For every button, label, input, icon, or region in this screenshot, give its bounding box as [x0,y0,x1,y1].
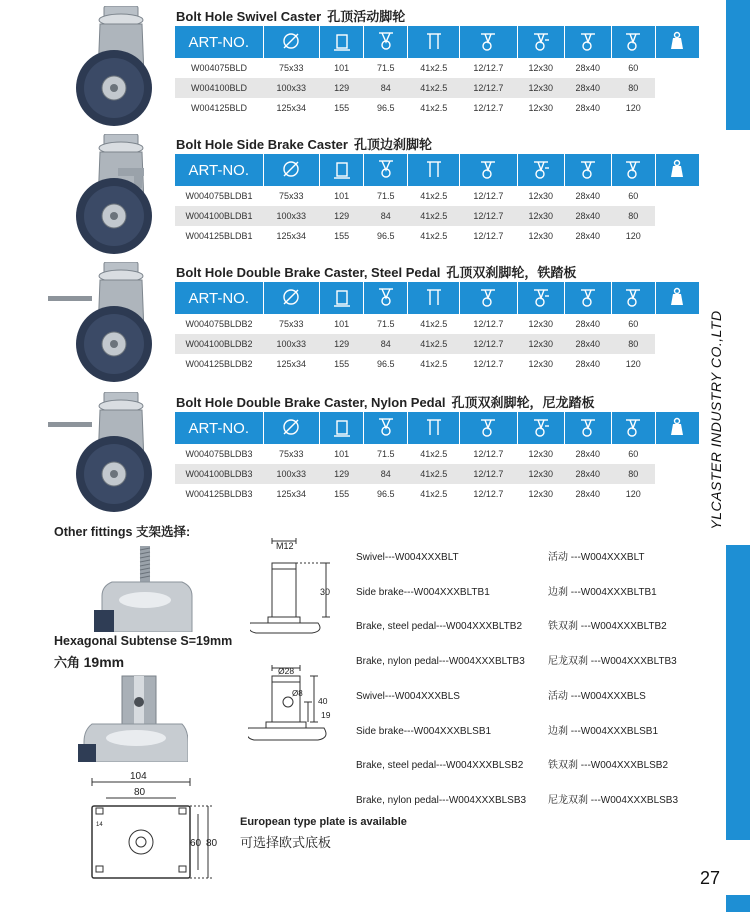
plate-size-icon [423,416,445,438]
offset-icon [530,286,552,308]
table-cell: 129 [320,334,364,354]
table-cell: 100x33 [263,464,320,484]
column-header [517,412,564,444]
table-cell: 120 [625,359,641,369]
table-cell: 28x40 [575,103,601,113]
column-header [408,282,460,314]
european-plate-drawing [86,770,226,882]
column-header [517,26,564,58]
plate-hole-icon [622,158,644,180]
table-row [175,186,700,206]
table-cell: 12/12.7 [473,489,504,499]
stem-size-icon [577,30,599,52]
hex-hole-label: Ø8 [292,689,303,698]
hex-stem-drawing [248,662,348,752]
table-cell: 12x30 [517,78,564,98]
column-header [517,154,564,186]
height-icon [375,30,397,52]
column-header [263,154,320,186]
column-header [408,412,460,444]
caster-photo [48,392,173,519]
table-cell: 12x30 [528,63,553,73]
table-cell: 155 [334,489,350,499]
table-row [175,464,700,484]
table-row [175,98,700,118]
column-header [263,412,320,444]
offset-icon [530,30,552,52]
table-cell: 125x34 [276,359,307,369]
table-cell: 125x34 [276,103,307,113]
plate-size-icon [423,30,445,52]
table-cell: 12x30 [528,489,553,499]
stem-size-icon [577,158,599,180]
table-cell: 60 [628,449,639,459]
table-cell: 155 [334,103,350,113]
column-header [320,26,364,58]
spec-table [175,412,700,504]
table-cell: 75x33 [279,449,304,459]
load-capacity-icon [666,286,688,308]
caster-photo [48,134,173,261]
product-section [0,392,700,514]
column-header [460,154,518,186]
column-header [655,282,699,314]
width-icon [331,286,353,308]
table-cell: 100x33 [263,206,320,226]
bolt-hole-icon [477,158,499,180]
side-accent-bar-bottom [726,895,750,912]
side-accent-bar-top [726,0,750,130]
table-cell: 28x40 [575,489,601,499]
table-cell: W004075BLDB1 [185,191,253,201]
table-cell: 41x2.5 [408,334,460,354]
plate-inner-width-label: 80 [134,787,146,798]
table-cell: 12x30 [528,103,553,113]
wheel-size-icon [280,286,302,308]
table-cell: 129 [320,206,364,226]
table-row [175,314,700,334]
table-row [175,206,700,226]
spec-table [175,26,700,118]
width-icon [331,30,353,52]
column-header [408,26,460,58]
section-title: Bolt Hole Double Brake Caster, Nylon Pedal 孔顶双刹脚轮，尼龙踏板 [176,395,595,410]
page-number: 27 [700,868,721,888]
company-name-vertical: YLCASTER INDUSTRY CO.,LTD [708,310,724,530]
plate-hole-icon [622,286,644,308]
wheel-size-icon [280,30,302,52]
plate-hole-icon [622,416,644,438]
column-header [364,154,408,186]
table-cell: 71.5 [376,191,395,201]
height-icon [375,158,397,180]
hex-codes-en: Swivel---W004XXXBLS Side brake---W004XXXBLSB1 Brake, steel pedal---W004XXXBLSB2 Brake, nylon pedal---W004XXXBLSB3 [356,691,527,806]
spec-table [175,282,700,374]
column-header [408,154,460,186]
column-header [611,282,655,314]
table-cell: 28x40 [575,63,601,73]
product-section [0,134,700,256]
column-header [655,412,699,444]
column-header [655,154,699,186]
table-cell: 41x2.5 [420,231,448,241]
table-cell: 28x40 [575,191,601,201]
plate-hole-icon [622,30,644,52]
table-cell: 80 [611,78,655,98]
product-section [0,6,700,128]
column-header [364,282,408,314]
column-header [460,282,518,314]
plate-inner-height-label: 60 [190,838,202,849]
table-cell: 12x30 [528,449,553,459]
table-cell: 12/12.7 [473,359,504,369]
table-cell: 12x30 [528,359,553,369]
table-cell: 75x33 [279,63,304,73]
spec-table [175,154,700,246]
table-cell: 84 [364,464,408,484]
width-icon [331,158,353,180]
table-cell: 12x30 [517,464,564,484]
table-cell: W004100BLDB1 [175,206,263,226]
table-cell: 28x40 [575,449,601,459]
table-cell: W004125BLDB3 [185,489,253,499]
table-cell: 12/12.7 [473,231,504,241]
european-plate-label: European type plate is available [240,816,407,828]
threaded-codes-cn: 活动 ---W004XXXBLT 边刹 ---W004XXXBLTB1 铁双刹 ---W004XXXBLTB2 尼龙双刹 ---W004XXXBLTB3 [548,552,677,667]
table-cell: 41x2.5 [408,206,460,226]
table-cell: 12x30 [528,231,553,241]
column-header [611,412,655,444]
table-cell: 28x40 [575,319,601,329]
table-cell: 71.5 [376,63,395,73]
column-header [564,26,611,58]
table-cell: 41x2.5 [408,78,460,98]
table-cell: 75x33 [279,319,304,329]
caster-photo [48,6,173,133]
table-cell: 60 [628,319,639,329]
table-cell: 71.5 [376,319,395,329]
stem-length-label: 30 [320,587,331,597]
table-cell: 60 [628,191,639,201]
hex-codes-cn: 活动 ---W004XXXBLS 边刹 ---W004XXXBLSB1 铁双刹 ---W004XXXBLSB2 尼龙双刹 ---W004XXXBLSB3 [548,691,679,806]
other-fittings-title: Other fittings 支架选择: [54,525,191,539]
column-header [655,26,699,58]
table-row [175,226,700,246]
table-cell: 80 [611,334,655,354]
wheel-size-icon [280,416,302,438]
plate-outer-height-label: 80 [206,838,218,849]
table-cell: 120 [625,103,641,113]
table-cell: W004125BLDB2 [185,359,253,369]
table-cell: 28x40 [564,206,611,226]
table-cell: 12/12.7 [473,103,504,113]
column-header [263,282,320,314]
load-capacity-icon [666,416,688,438]
load-capacity-icon [666,30,688,52]
plate-size-icon [423,286,445,308]
table-cell: 12/12.7 [473,191,504,201]
table-cell: 71.5 [376,449,395,459]
caster-photo [48,262,173,389]
side-accent-bar-middle [726,545,750,840]
table-cell: 12x30 [528,319,553,329]
table-cell: 84 [364,334,408,354]
load-capacity-icon [666,158,688,180]
width-icon [331,416,353,438]
table-cell: 101 [334,191,350,201]
product-section [0,262,700,384]
table-cell: 41x2.5 [420,489,448,499]
threaded-stem-photo [92,540,202,632]
column-header [320,154,364,186]
table-cell: 28x40 [564,78,611,98]
height-icon [375,286,397,308]
table-cell: 129 [320,78,364,98]
table-cell: 41x2.5 [420,103,448,113]
threaded-codes-en: Swivel---W004XXXBLT Side brake---W004XXXBLTB1 Brake, steel pedal---W004XXXBLTB2 Brake, nylon pedal---W004XXXBLTB3 [356,552,525,667]
table-cell: 12x30 [517,334,564,354]
table-cell: 28x40 [575,359,601,369]
table-cell: W004100BLDB2 [175,334,263,354]
hex-stem-photo [78,672,188,762]
table-cell: 41x2.5 [420,63,448,73]
table-cell: 101 [334,63,350,73]
column-header [517,282,564,314]
table-cell: 28x40 [575,231,601,241]
european-plate-label-cn: 可选择欧式底板 [240,835,332,850]
art-no-header: ART-NO. [175,412,263,444]
stem-size-icon [577,416,599,438]
table-cell: 12/12.7 [460,206,518,226]
spec-table-header [175,282,700,314]
table-cell: 41x2.5 [420,449,448,459]
spec-table-header [175,26,700,58]
table-cell: 120 [625,231,641,241]
column-header [611,26,655,58]
table-cell: W004075BLDB3 [185,449,253,459]
table-cell: 41x2.5 [420,319,448,329]
column-header [564,154,611,186]
hexagonal-subtense-cn: 六角 19mm [54,654,125,670]
table-cell: 96.5 [376,489,395,499]
plate-size-icon [423,158,445,180]
height-icon [375,416,397,438]
table-cell: 12/12.7 [460,334,518,354]
table-cell: 84 [364,78,408,98]
column-header [460,412,518,444]
plate-outer-width-label: 104 [130,771,147,782]
table-cell: 96.5 [376,231,395,241]
hexagonal-subtense-title: Hexagonal Subtense S=19mm [54,634,233,648]
thread-size-label: M12 [276,541,294,551]
table-cell: W004075BLDB2 [185,319,253,329]
offset-icon [530,158,552,180]
table-cell: 100x33 [263,334,320,354]
table-cell: 125x34 [276,489,307,499]
spec-table-header [175,154,700,186]
column-header [320,412,364,444]
table-cell: 28x40 [564,464,611,484]
column-header [263,26,320,58]
table-cell: 155 [334,359,350,369]
stem-size-icon [577,286,599,308]
table-cell: 60 [628,63,639,73]
table-cell: 96.5 [376,103,395,113]
table-cell: 96.5 [376,359,395,369]
table-cell: 101 [334,449,350,459]
table-cell: 75x33 [279,191,304,201]
table-cell: W004100BLDB3 [175,464,263,484]
art-no-header: ART-NO. [175,154,263,186]
table-cell: 41x2.5 [420,359,448,369]
table-cell: 12/12.7 [473,319,504,329]
column-header [564,412,611,444]
table-cell: 100x33 [263,78,320,98]
table-cell: 41x2.5 [420,191,448,201]
column-header [364,412,408,444]
bolt-hole-icon [477,416,499,438]
table-cell: 84 [364,206,408,226]
table-cell: 12/12.7 [460,78,518,98]
table-cell: 12/12.7 [473,449,504,459]
spec-table-header [175,412,700,444]
table-row [175,58,700,78]
table-row [175,484,700,504]
table-cell: 41x2.5 [408,464,460,484]
table-cell: 12/12.7 [460,464,518,484]
column-header [460,26,518,58]
wheel-size-icon [280,158,302,180]
table-row [175,354,700,374]
table-cell: 125x34 [276,231,307,241]
column-header [611,154,655,186]
section-title: Bolt Hole Swivel Caster 孔顶活动脚轮 [176,9,406,24]
table-cell: 101 [334,319,350,329]
table-row [175,444,700,464]
section-title: Bolt Hole Side Brake Caster 孔顶边刹脚轮 [176,137,432,152]
table-cell: 120 [625,489,641,499]
plate-hole-label: 14 [96,822,103,828]
table-cell: 155 [334,231,350,241]
column-header [320,282,364,314]
column-header [364,26,408,58]
table-row [175,334,700,354]
hex-height-label: 40 [318,696,328,706]
table-cell: 80 [611,464,655,484]
table-cell: W004075BLD [190,63,248,73]
hex-diameter-label: Ø28 [278,666,295,676]
table-cell: 12x30 [528,191,553,201]
table-row [175,78,700,98]
offset-icon [530,416,552,438]
table-cell: 28x40 [564,334,611,354]
table-cell: 12/12.7 [473,63,504,73]
table-cell: 80 [611,206,655,226]
bolt-hole-icon [477,30,499,52]
bolt-hole-icon [477,286,499,308]
hex-hole-height-label: 19 [321,710,331,720]
table-cell: 12x30 [517,206,564,226]
table-cell: 129 [320,464,364,484]
threaded-stem-drawing [250,535,350,635]
section-title: Bolt Hole Double Brake Caster, Steel Pedal 孔顶双刹脚轮，铁踏板 [176,265,577,280]
table-cell: W004125BLD [190,103,248,113]
column-header [564,282,611,314]
table-cell: W004100BLD [175,78,263,98]
table-cell: W004125BLDB1 [185,231,253,241]
art-no-header: ART-NO. [175,282,263,314]
art-no-header: ART-NO. [175,26,263,58]
